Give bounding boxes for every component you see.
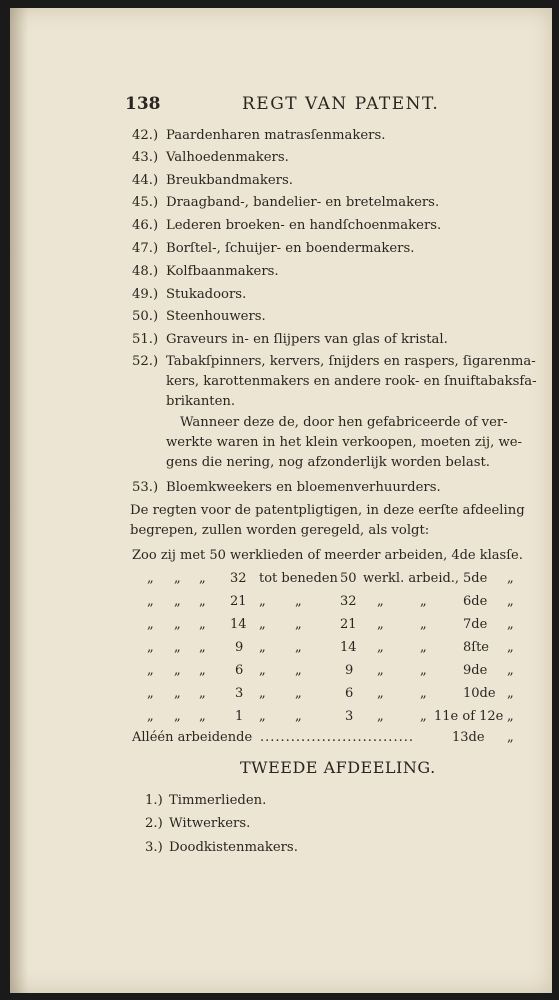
note-line: gens die nering, nog afzonderlijk worden belast. — [166, 455, 490, 470]
list-item: 50.) Steenhouwers. — [132, 309, 266, 324]
tariff-row: „ „ „ 3 „ „ 6 „ „ 10de „ — [147, 686, 514, 701]
page-number: 138 — [125, 94, 161, 114]
note-line: werkte waren in het klein verkoopen, moeten zij, we- — [166, 435, 523, 450]
list-item: 52.) Tabakſpinners, kervers, ſnijders en raspers, ſigarenma- — [132, 354, 536, 369]
list-item: 48.) Kolfbaanmakers. — [132, 264, 279, 279]
tariff-row: „ „ „ 9 „ „ 14 „ „ 8ſte „ — [147, 640, 514, 655]
book-page — [10, 8, 552, 993]
tariff-row: „ „ „ 6 „ „ 9 „ „ 9de „ — [147, 663, 514, 678]
tariff-row: „ „ „ 1 „ „ 3 „ „ 11e of 12e „ — [147, 709, 514, 724]
tariff-row: „ „ „ 21 „ „ 32 „ „ 6de „ — [147, 594, 514, 609]
list-item: 44.) Breukbandmakers. — [132, 173, 293, 188]
running-title: REGT VAN PATENT. — [242, 94, 440, 114]
tariff-row: „ „ „ 14 „ „ 21 „ „ 7de „ — [147, 617, 514, 632]
list-item: 45.) Draagband-, bandelier- en bretelmakers. — [132, 195, 440, 210]
list-item: 46.) Lederen broeken- en handſchoenmakers. — [132, 218, 442, 233]
note-line: Wanneer deze de, door hen gefabriceerde of ver- — [180, 415, 508, 430]
intro-line: begrepen, zullen worden geregeld, als volgt: — [130, 523, 430, 538]
list-item: 51.) Graveurs in- en ſlijpers van glas of kristal. — [132, 332, 448, 347]
list-item: 47.) Borſtel-, ſchuijer- en boendermakers. — [132, 241, 415, 256]
list-item: 43.) Valhoedenmakers. — [132, 150, 289, 165]
intro-line: De regten voor de patentpligtigen, in deze eerſte afdeeling — [130, 503, 525, 518]
tariff-row-alone: Alléén arbeidende .............................. 13de „ — [132, 730, 514, 745]
tariff-row-first: Zoo zij met 50 werklieden of meerder arbeiden, 4de klasſe. — [132, 548, 523, 563]
list-item: 3.) Doodkistenmakers. — [145, 840, 298, 855]
section-heading: TWEEDE AFDEELING. — [240, 758, 436, 777]
list-item: 2.) Witwerkers. — [145, 816, 251, 831]
list-item-continuation: brikanten. — [166, 394, 236, 409]
list-item-continuation: kers, karottenmakers en andere rook- en ſnuiftabaksfa- — [166, 374, 537, 389]
tariff-row: „ „ „ 32 tot beneden 50 werkl. arbeid., 5de „ — [147, 571, 514, 586]
list-item: 42.) Paardenharen matrasſenmakers. — [132, 128, 386, 143]
list-item: 1.) Timmerlieden. — [145, 793, 267, 808]
list-item: 49.) Stukadoors. — [132, 287, 247, 302]
list-item: 53.) Bloemkweekers en bloemenverhuurders. — [132, 480, 441, 495]
